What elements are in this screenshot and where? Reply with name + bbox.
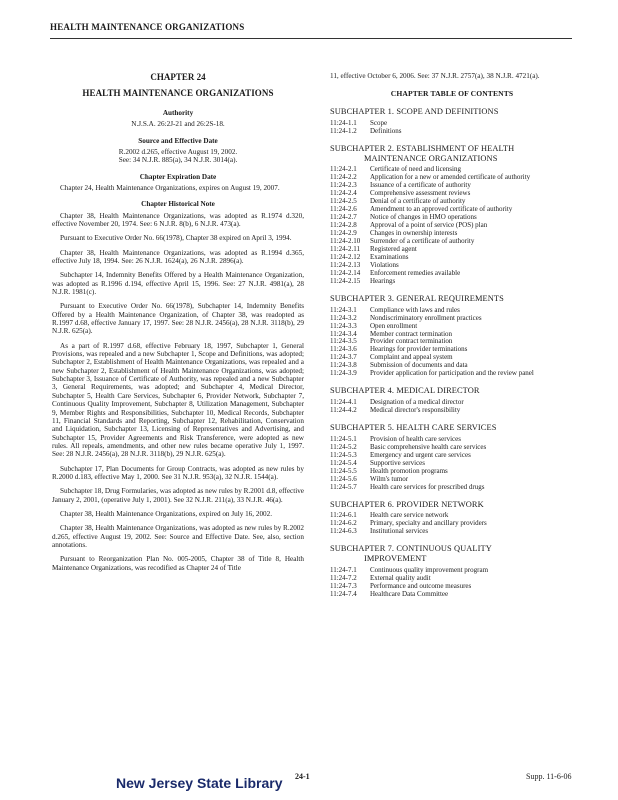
toc-title: CHAPTER TABLE OF CONTENTS xyxy=(390,89,514,99)
toc-section-title: Registered agent xyxy=(370,245,417,254)
toc-section-number: 11:24-3.4 xyxy=(330,329,357,338)
subchapter-heading-line1: SUBCHAPTER 2. ESTABLISHMENT OF HEALTH xyxy=(330,143,515,153)
toc-section-number: 11:24-2.8 xyxy=(330,221,357,230)
toc-section-number: 11:24-2.10 xyxy=(330,237,361,246)
toc-entry xyxy=(330,370,574,378)
toc-section-title: Changes in ownership interests xyxy=(370,229,458,238)
history-heading: Chapter Historical Note xyxy=(141,200,215,209)
toc-entry xyxy=(330,460,574,468)
toc-section-title: Wilm's tumor xyxy=(370,474,409,483)
authority-text: N.J.S.A. 26:2J-21 and 26:2S-18. xyxy=(131,120,225,129)
toc-section-title: Supportive services xyxy=(370,458,426,467)
toc-section-number: 11:24-3.7 xyxy=(330,353,357,362)
toc-section-title: Performance and outcome measures xyxy=(370,581,472,590)
toc-entry xyxy=(330,331,574,339)
toc-section-title: Member contract termination xyxy=(370,329,453,338)
toc-section-number: 11:24-2.1 xyxy=(330,165,357,174)
toc-section-number: 11:24-7.2 xyxy=(330,573,357,582)
toc-section-title: Compliance with laws and rules xyxy=(370,305,460,314)
chapter-title: HEALTH MAINTENANCE ORGANIZATIONS xyxy=(82,88,274,99)
toc-section-title: Scope xyxy=(370,118,388,127)
toc-section-title: Enforcement remedies available xyxy=(370,268,461,277)
chapter-number: CHAPTER 24 xyxy=(150,72,206,82)
history-paragraph: Subchapter 17, Plan Documents for Group Contracts, was adopted as new rules by R.2000 d.183, effective May 1, 2000. See 31 N.J.R. 953(a), 32 N.J.R. 1544(a). xyxy=(52,464,304,481)
table-of-contents xyxy=(330,107,574,598)
subchapter-heading-line1: SUBCHAPTER 7. CONTINUOUS QUALITY xyxy=(330,544,492,554)
toc-section-number: 11:24-3.9 xyxy=(330,369,357,378)
history-paragraph: Subchapter 14, Indemnity Benefits Offered by a Health Maintenance Organization, was adopted as R.1996 d.194, effective April 15, 1996. See: 27 N.J.R. 4981(a), 28 N.J.R. 1981(c). xyxy=(52,271,304,297)
history-paragraph: Pursuant to Executive Order No. 66(1978), Chapter 38 expired on April 3, 1994. xyxy=(60,234,292,243)
toc-entry xyxy=(330,484,574,492)
toc-section-title: Health promotion programs xyxy=(370,466,448,475)
toc-section-title: Surrender of a certificate of authority xyxy=(370,237,475,246)
toc-section-number: 11:24-7.1 xyxy=(330,565,357,574)
toc-entry xyxy=(330,528,574,536)
toc-section-number: 11:24-1.2 xyxy=(330,126,357,135)
toc-section-title: Hearings xyxy=(370,276,396,285)
toc-entry xyxy=(330,591,574,599)
subchapter-heading xyxy=(330,423,574,433)
toc-section-number: 11:24-2.3 xyxy=(330,181,357,190)
right-column xyxy=(330,72,574,599)
toc-section-number: 11:24-3.8 xyxy=(330,361,357,370)
toc-section-number: 11:24-5.1 xyxy=(330,434,357,443)
toc-section-number: 11:24-3.1 xyxy=(330,305,357,314)
toc-section-number: 11:24-2.5 xyxy=(330,197,357,206)
toc-section-number: 11:24-4.2 xyxy=(330,406,357,415)
toc-section-title: Comprehensive assessment reviews xyxy=(370,189,471,198)
toc-section-number: 11:24-5.7 xyxy=(330,482,357,491)
toc-section-title: Definitions xyxy=(370,126,402,135)
subchapter-heading-line1: SUBCHAPTER 5. HEALTH CARE SERVICES xyxy=(330,423,497,433)
toc-entry xyxy=(330,246,574,254)
subchapter-heading xyxy=(330,544,574,564)
authority-heading: Authority xyxy=(162,108,194,117)
toc-section-number: 11:24-2.2 xyxy=(330,173,357,182)
toc-section-title: Complaint and appeal system xyxy=(370,353,453,362)
history-paragraphs xyxy=(52,212,304,572)
toc-section-number: 11:24-1.1 xyxy=(330,118,357,127)
toc-entry xyxy=(330,407,574,415)
library-logo: New Jersey State Library xyxy=(116,775,283,791)
toc-entry xyxy=(330,315,574,323)
source-text-2: See: 34 N.J.R. 885(a), 34 N.J.R. 3014(a). xyxy=(118,156,238,165)
toc-section-number: 11:24-5.3 xyxy=(330,450,357,459)
toc-section-title: Institutional services xyxy=(370,527,429,536)
toc-section-title: Provision of health care services xyxy=(370,434,461,443)
toc-section-number: 11:24-6.3 xyxy=(330,527,357,536)
toc-section-number: 11:24-2.4 xyxy=(330,189,357,198)
toc-entry xyxy=(330,468,574,476)
toc-entry xyxy=(330,323,574,331)
toc-section-number: 11:24-3.2 xyxy=(330,313,357,322)
toc-section-number: 11:24-5.2 xyxy=(330,442,357,451)
toc-section-title: Notice of changes in HMO operations xyxy=(370,213,477,222)
toc-section-title: Provider contract termination xyxy=(370,337,453,346)
toc-section-number: 11:24-5.4 xyxy=(330,458,357,467)
source-heading: Source and Effective Date xyxy=(138,136,218,145)
toc-section-number: 11:24-2.6 xyxy=(330,205,357,214)
toc-section-number: 11:24-2.13 xyxy=(330,260,361,269)
toc-section-title: Submission of documents and data xyxy=(370,361,468,370)
subchapter-heading-line1: SUBCHAPTER 4. MEDICAL DIRECTOR xyxy=(330,386,480,396)
toc-entry xyxy=(330,278,574,286)
toc-entry xyxy=(330,120,574,128)
continuation-text: 11, effective October 6, 2006. See: 37 N.J.R. 2757(a), 38 N.J.R. 4721(a). xyxy=(330,72,540,80)
toc-section-number: 11:24-3.5 xyxy=(330,337,357,346)
toc-section-number: 11:24-6.1 xyxy=(330,511,357,520)
toc-entry xyxy=(330,270,574,278)
toc-section-title: Health care service network xyxy=(370,511,449,520)
toc-entry xyxy=(330,128,574,136)
toc-section-title: External quality audit xyxy=(370,573,431,582)
toc-section-number: 11:24-3.3 xyxy=(330,321,357,330)
toc-section-number: 11:24-4.1 xyxy=(330,398,357,407)
toc-entry xyxy=(330,254,574,262)
toc-section-number: 11:24-7.4 xyxy=(330,589,357,598)
toc-entry xyxy=(330,520,574,528)
toc-section-title: Examinations xyxy=(370,252,409,261)
subchapter-heading xyxy=(330,500,574,510)
history-paragraph: Pursuant to Executive Order No. 66(1978), Subchapter 14, Indemnity Benefits Offered by a Health Maintenance Organization, of Chapter 38, was readopted as R.1997 d.68, effective January 17, 1997. See: 28 N.J.R. 2456(a), 28 N.J.R. 3118(b), 29 N.J.R. 625(a). xyxy=(52,302,304,336)
subchapter-heading-line1: SUBCHAPTER 6. PROVIDER NETWORK xyxy=(330,499,484,509)
toc-section-title: Healthcare Data Committee xyxy=(370,589,449,598)
toc-section-title: Violations xyxy=(370,260,399,269)
toc-section-title: Designation of a medical director xyxy=(370,398,464,407)
subchapter-heading xyxy=(330,144,574,164)
toc-section-title: Open enrollment xyxy=(370,321,418,330)
toc-section-title: Approval of a point of service (POS) plan xyxy=(370,221,488,230)
toc-section-number: 11:24-7.3 xyxy=(330,581,357,590)
toc-entry xyxy=(330,567,574,575)
toc-section-number: 11:24-2.7 xyxy=(330,213,357,222)
source-text-1: R.2002 d.265, effective August 19, 2002. xyxy=(118,147,238,156)
subchapter-heading-line2: MAINTENANCE ORGANIZATIONS xyxy=(364,153,498,163)
history-paragraph: Subchapter 18, Drug Formularies, was adopted as new rules by R.2001 d.8, effective January 2, 2001, (operative July 1, 2001). See 32 N.J.R. 211(a), 33 N.J.R. 46(a). xyxy=(52,487,304,504)
expiration-heading: Chapter Expiration Date xyxy=(139,172,217,181)
toc-section-number: 11:24-5.5 xyxy=(330,466,357,475)
toc-section-title: Nondiscriminatory enrollment practices xyxy=(370,313,482,322)
toc-section-number: 11:24-2.11 xyxy=(330,245,361,254)
toc-entry xyxy=(330,238,574,246)
toc-section-title: Application for a new or amended certificate of authority xyxy=(370,173,531,182)
subchapter-heading xyxy=(330,107,574,117)
toc-section-title: Certificate of need and licensing xyxy=(370,165,461,174)
toc-section-number: 11:24-3.6 xyxy=(330,345,357,354)
toc-section-number: 11:24-2.12 xyxy=(330,252,361,261)
toc-section-title: Emergency and urgent care services xyxy=(370,450,471,459)
history-paragraph: Pursuant to Reorganization Plan No. 005-2005, Chapter 38 of Title 8, Health Maintenance Organizations, was recodified as Chapter 24 of Title xyxy=(52,555,304,572)
toc-section-title: Continuous quality improvement program xyxy=(370,565,489,574)
left-column xyxy=(52,72,304,578)
history-paragraph: As a part of R.1997 d.68, effective February 18, 1997, Subchapter 1, General Provisions, was repealed and a new Subchapter 1, Scope and Definitions, was adopted; Subchapter 2, Establishment of Health Maintenance Organizations, was repealed and a new Subchapter 2, Establishment of Health Maintenance Organizations, was adopted; Subchapter 3, Issuance of Certificate of Authority, was repealed and a new Subchapter 3, General Requirements, was adopted; and Subchapter 4, Medical Director, Subchapter 5, Health Care Services, Subchapter 6, Provider Network, Subchapter 7, Continuous Quality Improvement, Subchapter 8, Utilization Management, Subchapter 9, Member Rights and Responsibilities, Subchapter 10, Medical Records, Subchapter 11, Financial Standards and Reporting, Subchapter 12, Rehabilitation, Conservation and Liquidation, Subchapter 13, Licensing of Representatives and Advertising, and Subchapter 15, Provider Agreements and Risk Transference, were adopted as new rules. All repeals, amendments, and other new rules became operative July 1, 1997. See: 28 N.J.R. 2456(a), 28 N.J.R. 3118(b), 29 N.J.R. 625(a). xyxy=(52,341,304,459)
subchapter-heading-line2: IMPROVEMENT xyxy=(364,553,427,563)
history-paragraph: Chapter 38, Health Maintenance Organizations, was adopted as R.1974 d.320, effective November 20, 1974. See: 6 N.J.R. 8(b), 6 N.J.R. 473(a). xyxy=(52,211,304,228)
toc-section-title: Issuance of a certificate of authority xyxy=(370,181,471,190)
expiration-text: Chapter 24, Health Maintenance Organizations, expires on August 19, 2007. xyxy=(60,183,280,192)
toc-section-number: 11:24-6.2 xyxy=(330,519,357,528)
toc-entry xyxy=(330,452,574,460)
toc-section-title: Health care services for prescribed drugs xyxy=(370,482,485,491)
page-number: 24-1 xyxy=(295,772,310,781)
subchapter-heading-line1: SUBCHAPTER 3. GENERAL REQUIREMENTS xyxy=(330,293,504,303)
subchapter-heading xyxy=(330,294,574,304)
history-paragraph: Chapter 38, Health Maintenance Organizations, was adopted as new rules by R.2002 d.265, effective August 19, 2002. See: Source and Effective Date. See, also, section annotations. xyxy=(52,524,304,549)
toc-section-number: 11:24-2.14 xyxy=(330,268,361,277)
toc-section-title: Basic comprehensive health care services xyxy=(370,442,487,451)
subchapter-heading xyxy=(330,386,574,396)
toc-section-number: 11:24-2.15 xyxy=(330,276,361,285)
toc-section-title: Medical director's responsibility xyxy=(370,406,461,415)
toc-section-title: Amendment to an approved certificate of authority xyxy=(370,205,513,214)
toc-section-number: 11:24-5.6 xyxy=(330,474,357,483)
history-paragraph: Chapter 38, Health Maintenance Organizations, was adopted as R.1994 d.365, effective July 18, 1994. See: 26 N.J.R. 1624(a), 26 N.J.R. 2896(a). xyxy=(52,248,304,265)
toc-section-title: Hearings for provider terminations xyxy=(370,345,468,354)
toc-section-title: Provider application for participation and the review panel xyxy=(370,369,534,378)
subchapter-heading-line1: SUBCHAPTER 1. SCOPE AND DEFINITIONS xyxy=(330,107,499,117)
toc-section-title: Denial of a certificate of authority xyxy=(370,197,466,206)
toc-section-number: 11:24-2.9 xyxy=(330,229,357,238)
supplement-date: Supp. 11-6-06 xyxy=(526,772,572,781)
running-header: HEALTH MAINTENANCE ORGANIZATIONS xyxy=(50,22,245,32)
header-rule xyxy=(50,38,572,39)
toc-entry xyxy=(330,583,574,591)
toc-section-title: Primary, specialty and ancillary providers xyxy=(370,519,487,528)
history-paragraph: Chapter 38, Health Maintenance Organizations, expired on July 16, 2002. xyxy=(60,509,273,518)
